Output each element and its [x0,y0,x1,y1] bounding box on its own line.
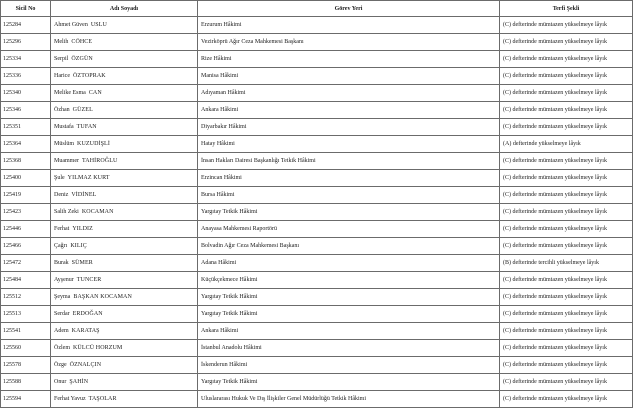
last-name: GÜZEL [72,107,93,113]
terfi-cell: (C) defterinde mümtazen yükselmeye lâyık [500,68,633,85]
terfi-cell: (C) defterinde mümtazen yükselmeye lâyık [500,170,633,187]
header-gorev-yeri: Görev Yeri [198,1,500,17]
place-cell: Manisa Hâkimi [198,68,500,85]
first-name: Serpil [54,56,69,62]
last-name: TAŞOLAR [88,396,117,402]
place-cell: Yargıtay Tetkik Hâkimi [198,306,500,323]
place-cell: Hatay Hâkimi [198,136,500,153]
place-cell: Adana Hâkimi [198,255,500,272]
terfi-cell: (C) defterinde mümtazen yükselmeye lâyık [500,340,633,357]
terfi-cell: (C) defterinde mümtazen yükselmeye lâyık [500,51,633,68]
last-name: KÜLCÜ HORZUM [73,345,123,351]
place-cell: Uluslararası Hukuk Ve Dış İlişkiler Genel Müdürlüğü Tetkik Hâkimi [198,391,500,408]
last-name: ÖZGÜN [71,56,93,62]
sicil-no-cell: 125368 [1,153,51,170]
sicil-no-cell: 125336 [1,68,51,85]
first-name: Şeyma [54,294,71,300]
sicil-no-cell: 125364 [1,136,51,153]
last-name: BAŞKAN KOCAMAN [73,294,132,300]
place-cell: Yargıtay Tetkik Hâkimi [198,374,500,391]
name-cell [51,323,198,340]
table-row [1,68,633,85]
table-row [1,323,633,340]
place-cell: Erzincan Hâkimi [198,170,500,187]
first-name: Adem [54,328,69,334]
place-cell: Erzurum Hâkimi [198,17,500,34]
sicil-no-cell: 125512 [1,289,51,306]
table-body [1,17,633,408]
table-row [1,357,633,374]
place-cell: Ankara Hâkimi [198,102,500,119]
terfi-cell: (A) defterinde yükselmeye lâyık [500,136,633,153]
first-name: Salih Zeki [54,209,79,215]
place-cell: Yargıtay Tetkik Hâkimi [198,289,500,306]
name-cell [51,272,198,289]
name-cell [51,187,198,204]
table-row [1,170,633,187]
terfi-cell: (C) defterinde mümtazen yükselmeye lâyık [500,34,633,51]
sicil-no-cell: 125346 [1,102,51,119]
last-name: TUFAN [76,124,97,130]
table-row [1,374,633,391]
terfi-cell: (C) defterinde mümtazen yükselmeye lâyık [500,272,633,289]
last-name: ŞAHİN [69,379,89,385]
table-row [1,238,633,255]
table-row [1,119,633,136]
name-cell [51,221,198,238]
sicil-no-cell: 125472 [1,255,51,272]
name-cell [51,85,198,102]
table-row [1,17,633,34]
place-cell: Bursa Hâkimi [198,187,500,204]
first-name: Burak [54,260,69,266]
table-row [1,34,633,51]
table-row [1,272,633,289]
table-row [1,136,633,153]
last-name: CÖHCE [71,39,93,45]
terfi-cell: (C) defterinde mümtazen yükselmeye lâyık [500,17,633,34]
first-name: Müslüm [54,141,75,147]
last-name: SÜMER [71,260,93,266]
table-row [1,85,633,102]
last-name: KUZUDİŞLİ [77,141,110,147]
name-cell [51,17,198,34]
terfi-cell: (C) defterinde mümtazen yükselmeye lâyık [500,374,633,391]
first-name: Şule [54,175,65,181]
last-name: KOCAMAN [81,209,114,215]
terfi-cell: (C) defterinde mümtazen yükselmeye lâyık [500,204,633,221]
place-cell: İstanbul Anadolu Hâkimi [198,340,500,357]
table-row [1,153,633,170]
place-cell: Küçükçekmece Hâkimi [198,272,500,289]
terfi-cell: (C) defterinde mümtazen yükselmeye lâyık [500,221,633,238]
header-sicil-no: Sicil No [1,1,51,17]
terfi-cell: (C) defterinde mümtazen yükselmeye lâyık [500,153,633,170]
name-cell [51,340,198,357]
last-name: KARATAŞ [71,328,100,334]
first-name: Ferhat Yavuz [54,396,86,402]
name-cell [51,34,198,51]
place-cell: Bolvadin Ağır Ceza Mahkemesi Başkanı [198,238,500,255]
last-name: CAN [88,90,102,96]
terfi-cell: (C) defterinde mümtazen yükselmeye lâyık [500,391,633,408]
last-name: TUNCER [76,277,102,283]
sicil-no-cell: 125560 [1,340,51,357]
first-name: Mustafa [54,124,74,130]
name-cell [51,238,198,255]
first-name: Ayşenur [54,277,74,283]
table-row [1,204,633,221]
terfi-cell: (C) defterinde mümtazen yükselmeye lâyık [500,289,633,306]
terfi-cell: (C) defterinde mümtazen yükselmeye lâyık [500,85,633,102]
place-cell: Vezirköprü Ağır Ceza Mahkemesi Başkanı [198,34,500,51]
table-header [1,1,633,17]
name-cell [51,136,198,153]
table-row [1,289,633,306]
header-terfi-sekli: Terfi Şekli [500,1,633,17]
name-cell [51,102,198,119]
sicil-no-cell: 125594 [1,391,51,408]
sicil-no-cell: 125340 [1,85,51,102]
place-cell: Anayasa Mahkemesi Raportörü [198,221,500,238]
last-name: ÖZNALÇIN [69,362,102,368]
last-name: VİDİNEL [71,192,97,198]
first-name: Melike Esma [54,90,86,96]
first-name: Deniz [54,192,69,198]
sicil-no-cell: 125284 [1,17,51,34]
sicil-no-cell: 125296 [1,34,51,51]
last-name: KILIÇ [70,243,87,249]
place-cell: Diyarbakır Hâkimi [198,119,500,136]
table-row [1,221,633,238]
header-ad-soyadi: Adı Soyadı [51,1,198,17]
first-name: Özhan [54,107,70,113]
name-cell [51,170,198,187]
sicil-no-cell: 125513 [1,306,51,323]
name-cell [51,374,198,391]
sicil-no-cell: 125541 [1,323,51,340]
last-name: TAHİROĞLU [82,158,118,164]
name-cell [51,289,198,306]
first-name: Serdar [54,311,70,317]
sicil-no-cell: 125423 [1,204,51,221]
name-cell [51,153,198,170]
name-cell [51,255,198,272]
place-cell: Ankara Hâkimi [198,323,500,340]
first-name: Onur [54,379,67,385]
first-name: Çağrı [54,243,68,249]
place-cell: İnsan Hakları Dairesi Başkanlığı Tetkik Hâkimi [198,153,500,170]
first-name: Ferhat [54,226,70,232]
terfi-cell: (C) defterinde mümtazen yükselmeye lâyık [500,323,633,340]
name-cell [51,357,198,374]
first-name: Melih [54,39,69,45]
terfi-cell: (B) defterinde tercihli yükselmeye lâyık [500,255,633,272]
table-row [1,306,633,323]
last-name: ÖZTOPRAK [73,73,106,79]
terfi-cell: (C) defterinde mümtazen yükselmeye lâyık [500,102,633,119]
place-cell: Yargıtay Tetkik Hâkimi [198,204,500,221]
first-name: Özge [54,362,67,368]
sicil-no-cell: 125400 [1,170,51,187]
first-name: Muammer [54,158,79,164]
sicil-no-cell: 125419 [1,187,51,204]
sicil-no-cell: 125446 [1,221,51,238]
table-row [1,255,633,272]
first-name: Ahmet Güven [54,22,88,28]
name-cell [51,119,198,136]
place-cell: İskenderun Hâkimi [198,357,500,374]
terfi-cell: (C) defterinde mümtazen yükselmeye lâyık [500,119,633,136]
last-name: YILDIZ [72,226,93,232]
table-row [1,102,633,119]
terfi-cell: (C) defterinde mümtazen yükselmeye lâyık [500,187,633,204]
first-name: Özlem [54,345,70,351]
header-row [1,1,633,17]
name-cell [51,204,198,221]
terfi-cell: (C) defterinde mümtazen yükselmeye lâyık [500,306,633,323]
name-cell [51,306,198,323]
first-name: Harice [54,73,70,79]
terfi-cell: (C) defterinde mümtazen yükselmeye lâyık [500,238,633,255]
name-cell [51,51,198,68]
sicil-no-cell: 125588 [1,374,51,391]
sicil-no-cell: 125334 [1,51,51,68]
name-cell [51,391,198,408]
table-row [1,391,633,408]
last-name: YILMAZ KURT [67,175,110,181]
place-cell: Adıyaman Hâkimi [198,85,500,102]
sicil-no-cell: 125484 [1,272,51,289]
terfi-cell: (C) defterinde mümtazen yükselmeye lâyık [500,357,633,374]
sicil-no-cell: 125351 [1,119,51,136]
table-row [1,340,633,357]
last-name: USLU [90,22,107,28]
place-cell: Rize Hâkimi [198,51,500,68]
table-row [1,51,633,68]
sicil-no-cell: 125578 [1,357,51,374]
table-row [1,187,633,204]
name-cell [51,68,198,85]
last-name: ERDOĞAN [72,311,103,317]
sicil-no-cell: 125466 [1,238,51,255]
